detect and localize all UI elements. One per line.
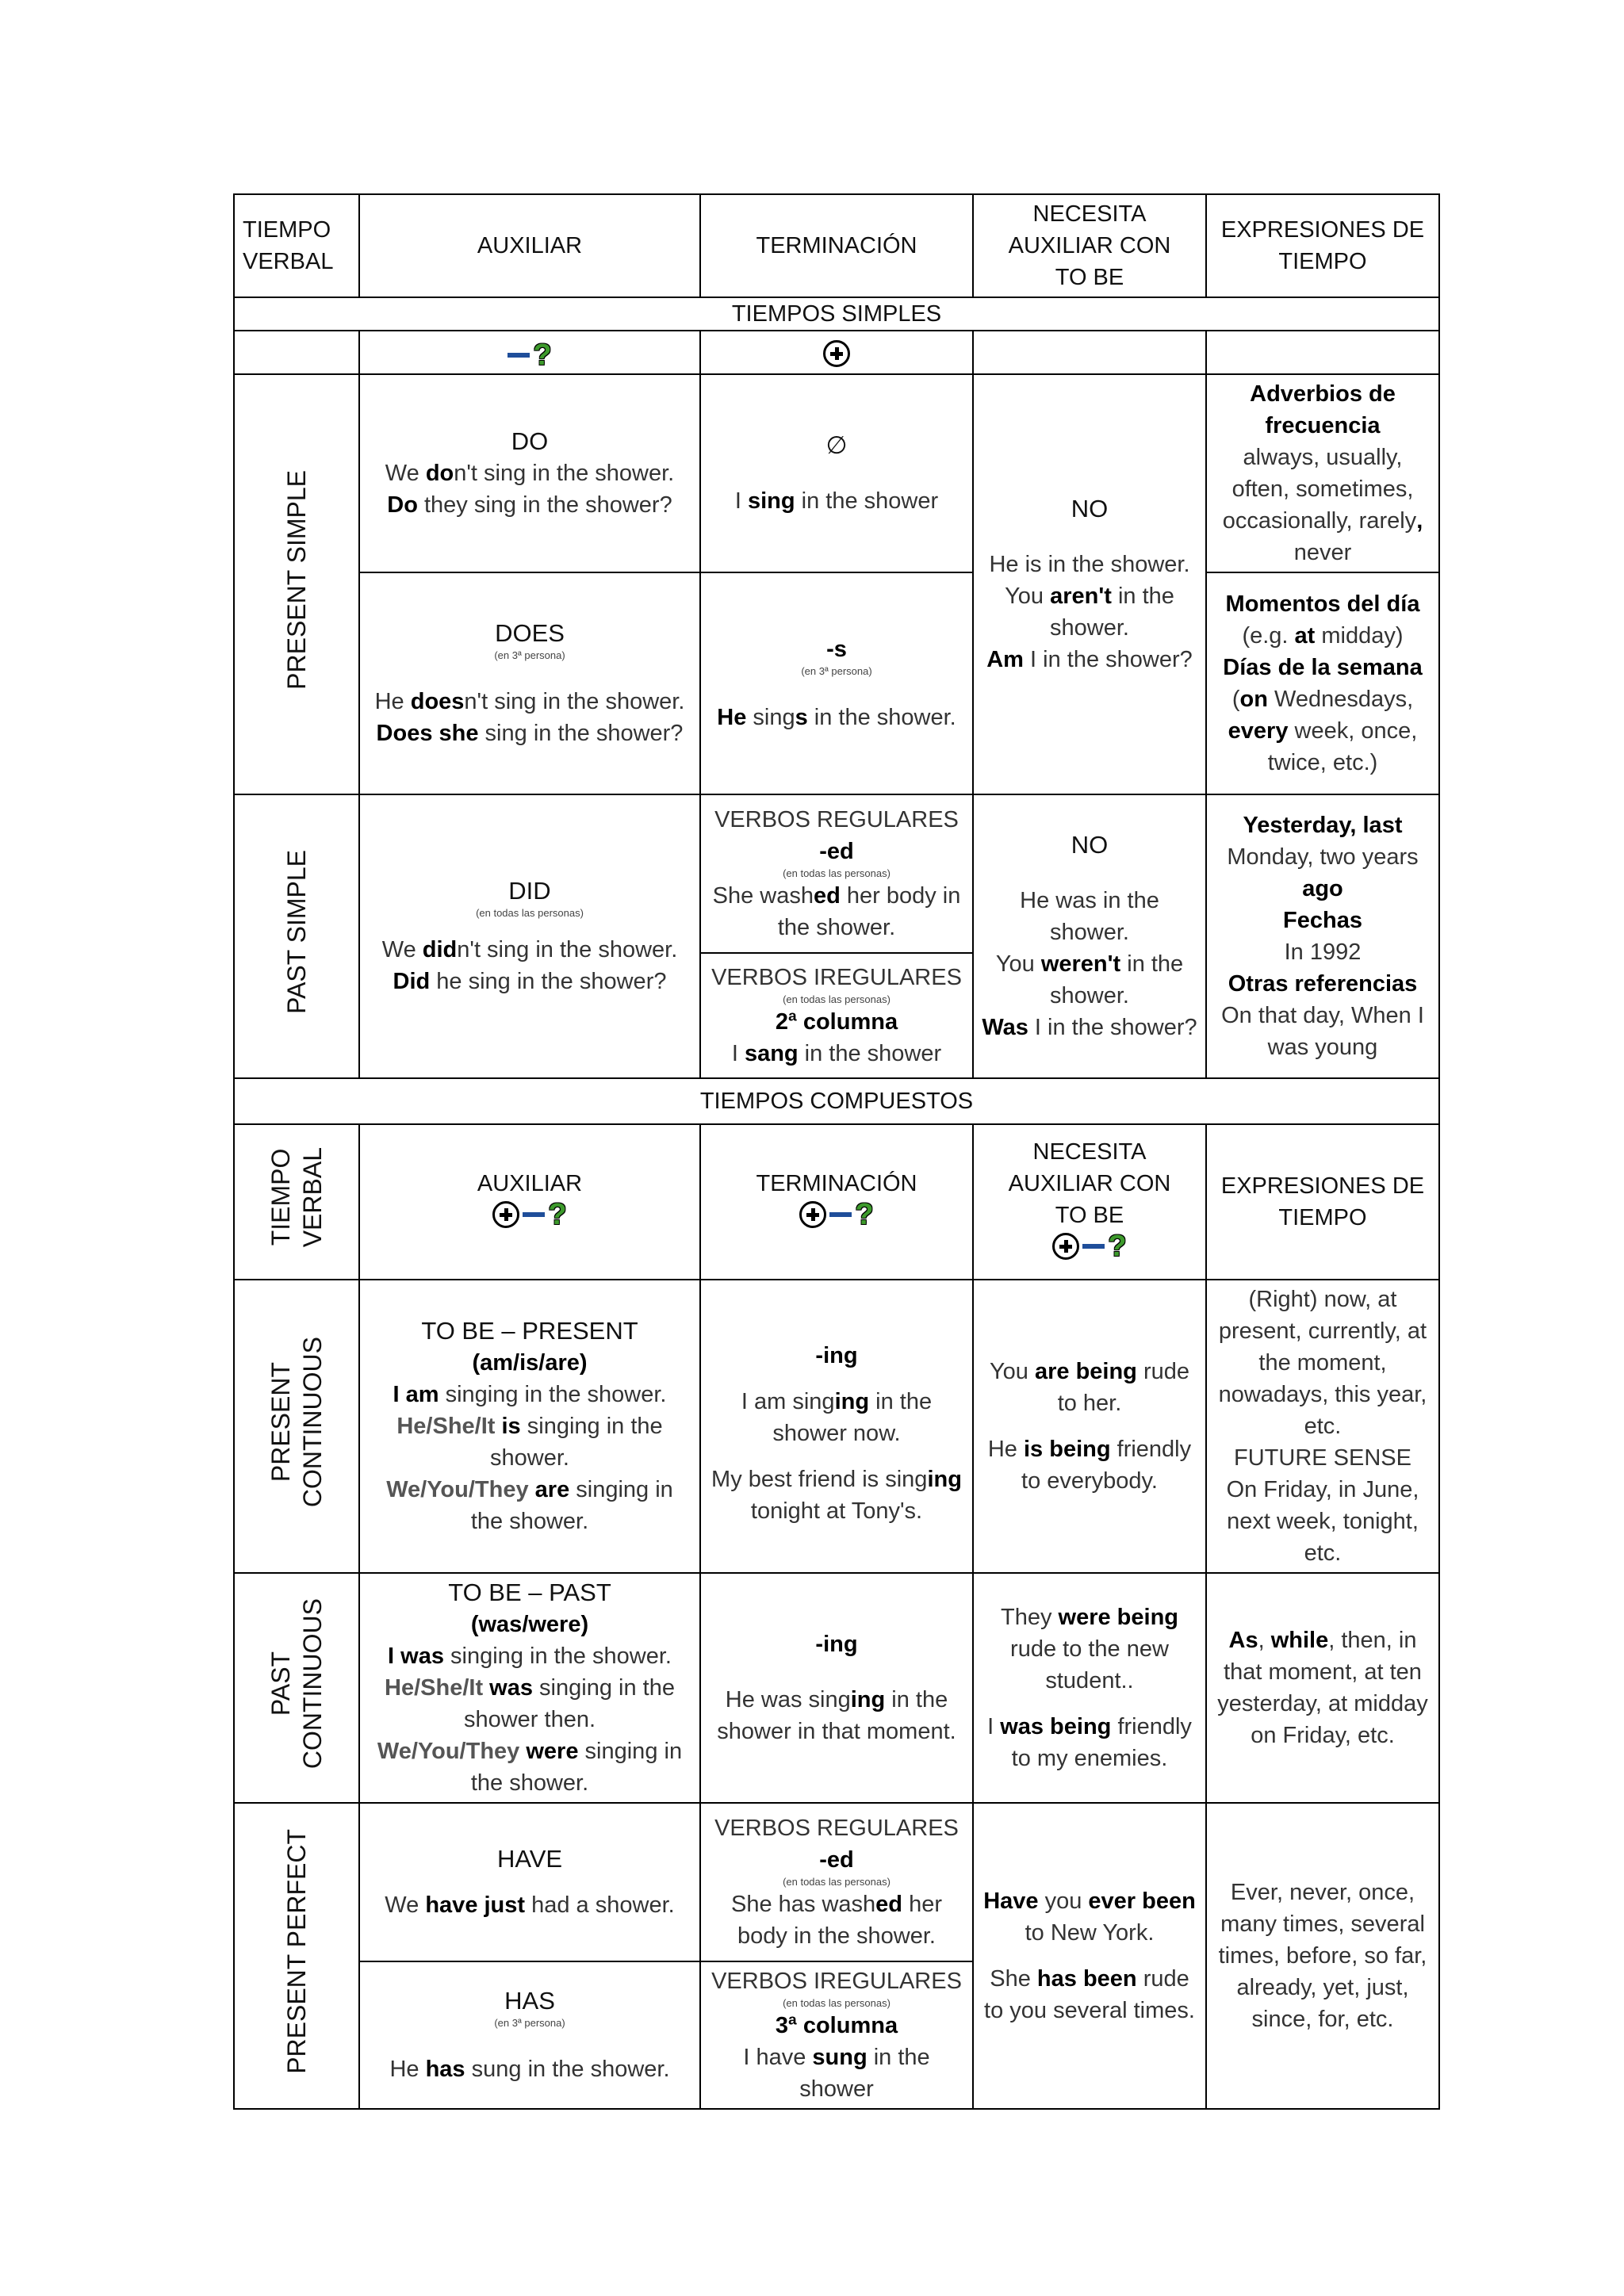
present-simple-row-1 xyxy=(234,374,1439,572)
plus-circle-icon xyxy=(1052,1233,1079,1260)
present-simple-aux-do: DO We don't sing in the shower. Do they sing in the shower? xyxy=(359,374,700,572)
present-continuous-aux: TO BE – PRESENT (am/is/are) I am singing in the shower. He/She/It is singing in the shower. We/You/They are singing in the shower. xyxy=(359,1280,700,1573)
symbols-auxiliar xyxy=(359,331,700,374)
question-mark-icon: ? xyxy=(1108,1229,1127,1263)
header-tiempo-verbal: TIEMPO VERBAL xyxy=(234,194,359,297)
present-simple-term-zero: ∅ I sing in the shower xyxy=(700,374,973,572)
past-continuous-tobe: They were being rude to the new student.. I was being friendly to my enemies. xyxy=(973,1573,1206,1803)
past-continuous-label-cell xyxy=(234,1573,359,1803)
section-title-compuestos: TIEMPOS COMPUESTOS xyxy=(234,1078,1439,1124)
plus-circle-icon xyxy=(823,340,850,367)
question-mark-icon: ? xyxy=(533,339,552,372)
grammar-table xyxy=(233,193,1440,2110)
header-necesita: NECESITA AUXILIAR CON TO BE xyxy=(973,194,1206,297)
plus-circle-icon xyxy=(492,1201,519,1228)
minus-icon xyxy=(829,1212,852,1217)
symbols-terminacion xyxy=(700,331,973,374)
present-continuous-tobe: You are being rude to her. He is being friendly to everybody. xyxy=(973,1280,1206,1573)
past-simple-row-1 xyxy=(234,794,1439,953)
compound-header-tiempo-verbal: TIEMPO VERBAL xyxy=(234,1124,359,1280)
present-perfect-expr: Ever, never, once, many times, several times, before, so far, already, yet, just, since, for, etc. xyxy=(1206,1803,1439,2109)
present-simple-label: PRESENT SIMPLE xyxy=(282,470,311,690)
empty-set-icon: ∅ xyxy=(825,431,848,459)
present-simple-label-cell xyxy=(234,374,359,794)
header-row xyxy=(234,194,1439,297)
past-continuous-row xyxy=(234,1573,1439,1803)
compound-header-row xyxy=(234,1124,1439,1280)
compound-header-necesita: NECESITA AUXILIAR CON TO BE ? xyxy=(973,1124,1206,1280)
present-continuous-label-cell xyxy=(234,1280,359,1573)
past-continuous-term: -ing He was singing in the shower in that moment. xyxy=(700,1573,973,1803)
past-simple-aux-did: DID (en todas las personas) We didn't sing in the shower. Did he sing in the shower? xyxy=(359,794,700,1078)
plus-circle-icon xyxy=(799,1201,826,1228)
past-continuous-label: PAST CONTINUOUS xyxy=(266,1598,327,1770)
present-perfect-aux-have: HAVE We have just had a shower. xyxy=(359,1803,700,1961)
present-perfect-label-cell xyxy=(234,1803,359,2109)
section-title-simples: TIEMPOS SIMPLES xyxy=(234,297,1439,331)
minus-icon xyxy=(508,353,530,358)
past-continuous-expr: As, while, then, in that moment, at ten yesterday, at midday on Friday, etc. xyxy=(1206,1573,1439,1803)
past-simple-term-regular: VERBOS REGULARES -ed (en todas las personas) She washed her body in the shower. xyxy=(700,794,973,953)
present-continuous-row xyxy=(234,1280,1439,1573)
present-perfect-label: PRESENT PERFECT xyxy=(282,1829,311,2074)
past-continuous-aux: TO BE – PAST (was/were) I was singing in the shower. He/She/It was singing in the shower then. We/You/They were singing in the shower. xyxy=(359,1573,700,1803)
present-perfect-row-1 xyxy=(234,1803,1439,1961)
past-simple-tobe: NO He was in the shower. You weren't in the shower. Was I in the shower? xyxy=(973,794,1206,1078)
section-row-simples xyxy=(234,297,1439,331)
past-simple-term-irregular: VERBOS IREGULARES (en todas las personas) 2ª columna I sang in the shower xyxy=(700,953,973,1078)
compound-header-expresiones: EXPRESIONES DE TIEMPO xyxy=(1206,1124,1439,1280)
question-mark-icon: ? xyxy=(855,1197,874,1231)
present-perfect-term-regular: VERBOS REGULARES -ed (en todas las personas) She has washed her body in the shower. xyxy=(700,1803,973,1961)
past-simple-label-cell xyxy=(234,794,359,1078)
section-row-compuestos xyxy=(234,1078,1439,1124)
header-terminacion: TERMINACIÓN xyxy=(700,194,973,297)
present-continuous-term: -ing I am singing in the shower now. My best friend is singing tonight at Tony's. xyxy=(700,1280,973,1573)
symbols-row xyxy=(234,331,1439,374)
question-mark-icon: ? xyxy=(548,1197,567,1231)
compound-header-auxiliar: AUXILIAR ? xyxy=(359,1124,700,1280)
present-simple-aux-does: DOES (en 3ª persona) He doesn't sing in the shower. Does she sing in the shower? xyxy=(359,572,700,794)
compound-header-terminacion: TERMINACIÓN ? xyxy=(700,1124,973,1280)
present-simple-row-2 xyxy=(234,572,1439,794)
present-perfect-tobe: Have you ever been to New York. She has been rude to you several times. xyxy=(973,1803,1206,2109)
header-auxiliar: AUXILIAR xyxy=(359,194,700,297)
past-simple-expr: Yesterday, last Monday, two years ago Fechas In 1992 Otras referencias On that day, When I was young xyxy=(1206,794,1439,1078)
present-simple-expr-frecuencia: Adverbios de frecuencia always, usually, often, sometimes, occasionally, rarely, never xyxy=(1206,374,1439,572)
minus-icon xyxy=(523,1212,545,1217)
present-simple-tobe: NO He is in the shower. You aren't in the shower. Am I in the shower? xyxy=(973,374,1206,794)
present-perfect-term-irregular: VERBOS IREGULARES (en todas las personas) 3ª columna I have sung in the shower xyxy=(700,1961,973,2109)
minus-icon xyxy=(1082,1244,1105,1249)
present-continuous-expr: (Right) now, at present, currently, at the moment, nowadays, this year, etc. FUTURE SENSE On Friday, in June, next week, tonight, etc. xyxy=(1206,1280,1439,1573)
past-simple-label: PAST SIMPLE xyxy=(282,850,311,1014)
present-simple-term-s: -s (en 3ª persona) He sings in the shower. xyxy=(700,572,973,794)
header-expresiones: EXPRESIONES DE TIEMPO xyxy=(1206,194,1439,297)
present-perfect-aux-has: HAS (en 3ª persona) He has sung in the shower. xyxy=(359,1961,700,2109)
present-continuous-label: PRESENT CONTINUOUS xyxy=(266,1336,327,1508)
present-simple-expr-momentos: Momentos del día (e.g. at midday) Días de la semana (on Wednesdays, every week, once, twice, etc.) xyxy=(1206,572,1439,794)
